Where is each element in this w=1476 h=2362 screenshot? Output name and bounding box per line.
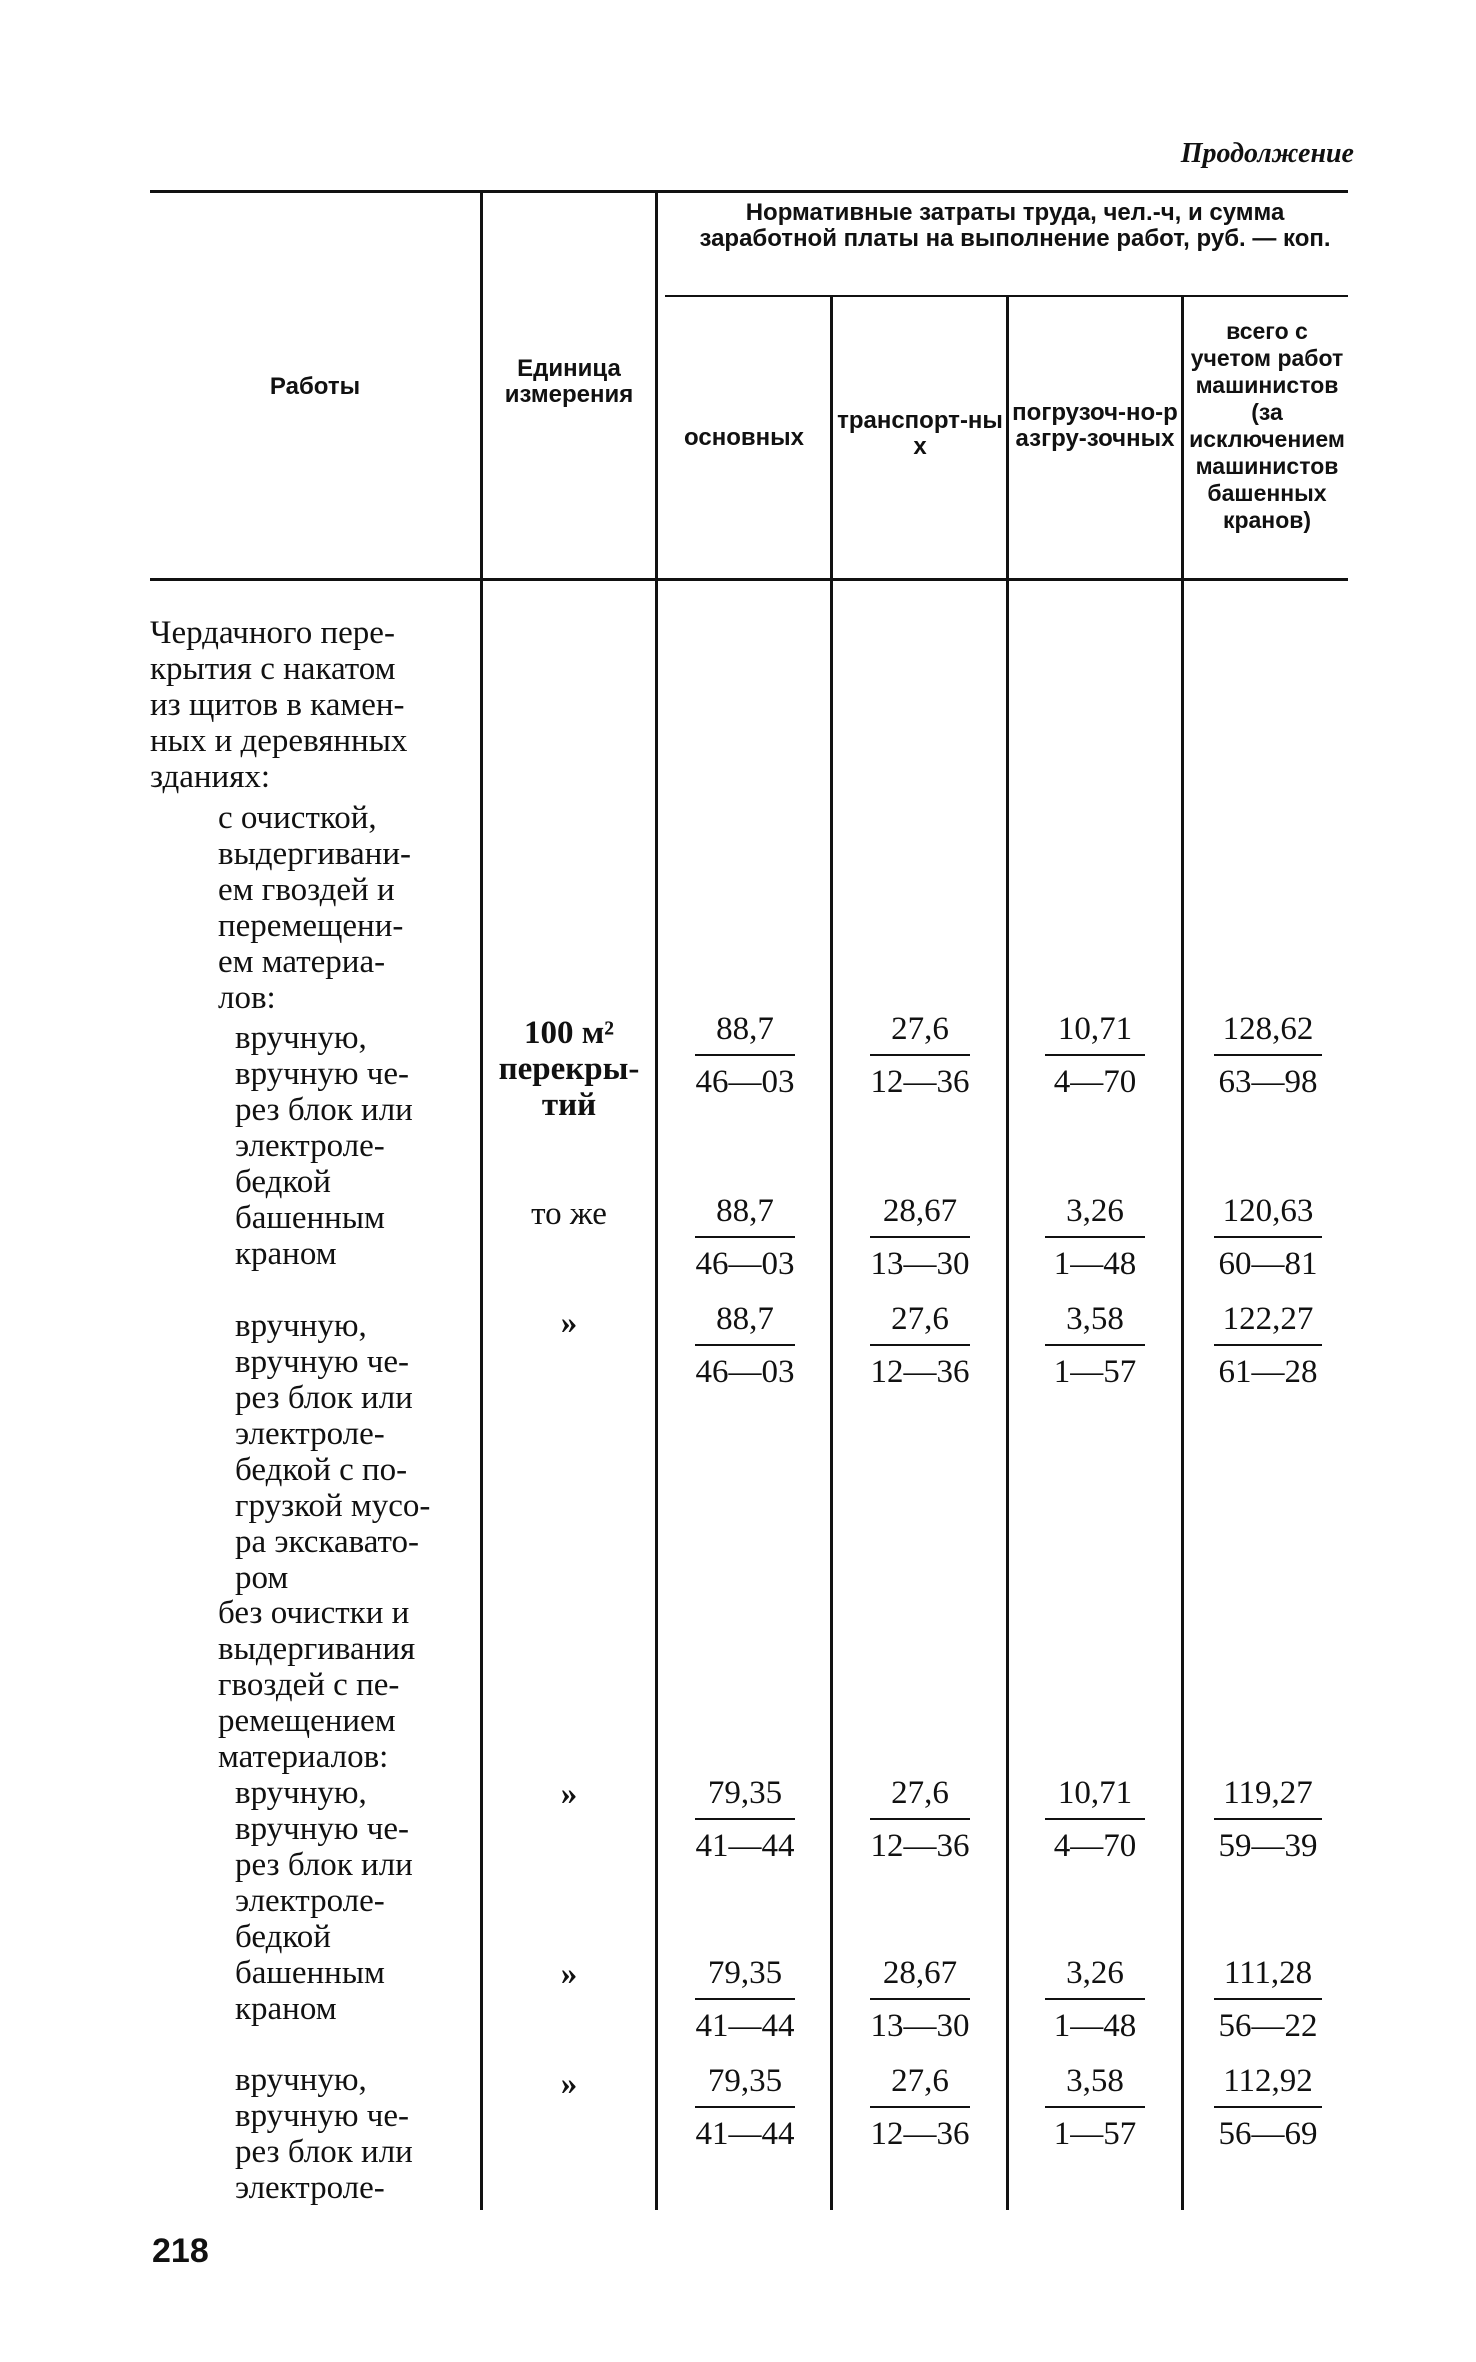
row3-transport [835,1298,1005,1392]
value-hours: 28,67 [882,1955,958,1991]
header-col-total: всего с учетом работ машинистов (за исключением машинистов башенных кранов) [1189,318,1345,533]
value-wages: 13—30 [870,2008,970,2044]
column-divider-unit [480,190,483,2210]
header-col-loading: погрузоч-но-разгру-зочных [1012,399,1178,452]
value-wages: 60—81 [1218,1246,1318,1282]
row-unit-2: то же [531,1196,607,1232]
value-hours: 79,35 [707,1955,783,1991]
column-divider-transport [830,296,833,2210]
value-hours: 111,28 [1223,1955,1313,1991]
row-label-6: вручную, вручную че- рез блок или электроле- [235,2062,413,2206]
value-wages: 46—03 [695,1064,795,1100]
row5-transport [835,1952,1005,2046]
header-works: Работы [269,373,361,400]
table-top-rule [150,190,1348,193]
value-wages: 12—36 [870,1064,970,1100]
value-hours: 88,7 [716,1011,774,1047]
value-wages: 1—57 [1053,1354,1137,1390]
value-hours: 10,71 [1057,1775,1133,1811]
value-hours: 27,6 [891,1775,949,1811]
row2-transport [835,1190,1005,1284]
value-hours: 122,27 [1222,1301,1314,1337]
row-label-4: вручную, вручную че- рез блок или электроле- бедкой [235,1775,413,1955]
value-hours: 79,35 [707,1775,783,1811]
row-unit-1: 100 м² перекры-тий [498,1015,640,1123]
row-unit-6: » [560,2066,578,2102]
value-wages: 1—57 [1053,2116,1137,2152]
row-label-1: вручную, вручную че- рез блок или электроле- бедкой [235,1020,413,1200]
row4-main [660,1772,830,1866]
row6-main [660,2060,830,2154]
value-hours: 88,7 [716,1301,774,1337]
value-wages: 61—28 [1218,1354,1318,1390]
row4-total [1186,1772,1350,1866]
row6-total [1186,2060,1350,2154]
row1-total [1186,1008,1350,1102]
column-divider-total [1181,296,1184,2210]
value-wages: 4—70 [1053,1828,1137,1864]
value-wages: 63—98 [1218,1064,1318,1100]
row5-loading [1010,1952,1180,2046]
header-norms: Нормативные затраты труда, чел.-ч, и сумма заработной платы на выполнение работ, руб. — коп. [699,199,1331,252]
row2-loading [1010,1190,1180,1284]
row-label-5: башенным краном [235,1955,385,2027]
subsection-without-cleaning: без очистки и выдергивания гвоздей с пе- ремещением материалов: [218,1595,416,1775]
value-wages: 46—03 [695,1246,795,1282]
row-unit-4: » [560,1776,578,1812]
value-wages: 12—36 [870,2116,970,2152]
value-hours: 3,26 [1066,1193,1124,1229]
value-wages: 59—39 [1218,1828,1318,1864]
header-unit: Единица измерения [504,355,634,408]
value-wages: 41—44 [695,2008,795,2044]
value-hours: 128,62 [1222,1011,1314,1047]
header-col-transport: транспорт-ных [837,407,1003,460]
row3-total [1186,1298,1350,1392]
value-wages: 56—22 [1218,2008,1318,2044]
value-wages: 46—03 [695,1354,795,1390]
row1-loading [1010,1008,1180,1102]
value-hours: 27,6 [891,1301,949,1337]
row-unit-5: » [560,1956,578,1992]
value-wages: 13—30 [870,1246,970,1282]
value-wages: 12—36 [870,1354,970,1390]
row6-loading [1010,2060,1180,2154]
value-wages: 1—48 [1053,1246,1137,1282]
section-intro: Чердачного пере- крытия с накатом из щитов в камен- ных и деревянных зданиях: [150,615,408,795]
value-wages: 1—48 [1053,2008,1137,2044]
page-number: 218 [152,2232,209,2270]
value-hours: 27,6 [891,2063,949,2099]
row-label-3: вручную, вручную че- рез блок или электроле- бедкой с по- грузкой мусо- ра экскавато- ром [235,1308,431,1596]
row6-transport [835,2060,1005,2154]
value-wages: 41—44 [695,1828,795,1864]
value-hours: 27,6 [891,1011,949,1047]
row5-total [1186,1952,1350,2046]
value-wages: 12—36 [870,1828,970,1864]
row2-total [1186,1190,1350,1284]
value-hours: 119,27 [1223,1775,1313,1811]
value-wages: 56—69 [1218,2116,1318,2152]
row4-transport [835,1772,1005,1866]
value-wages: 41—44 [695,2116,795,2152]
row3-main [660,1298,830,1392]
value-hours: 88,7 [716,1193,774,1229]
value-hours: 3,26 [1066,1955,1124,1991]
value-wages: 4—70 [1053,1064,1137,1100]
continued-label: Продолжение [1180,138,1354,169]
value-hours: 79,35 [707,2063,783,2099]
value-hours: 112,92 [1223,2063,1313,2099]
header-col-main: основных [684,424,804,451]
value-hours: 10,71 [1057,1011,1133,1047]
row1-main [660,1008,830,1102]
subsection-with-cleaning: с очисткой, выдергивани- ем гвоздей и перемещени- ем материа- лов: [218,800,411,1016]
header-bottom-rule [150,578,1348,581]
value-hours: 3,58 [1066,2063,1124,2099]
column-divider-loading [1006,296,1009,2210]
value-hours: 3,58 [1066,1301,1124,1337]
value-hours: 28,67 [882,1193,958,1229]
row-label-2: башенным краном [235,1200,385,1272]
row1-transport [835,1008,1005,1102]
row5-main [660,1952,830,2046]
row3-loading [1010,1298,1180,1392]
row-unit-3: » [560,1305,578,1341]
row2-main [660,1190,830,1284]
value-hours: 120,63 [1222,1193,1314,1229]
row4-loading [1010,1772,1180,1866]
column-divider-main [655,190,658,2210]
